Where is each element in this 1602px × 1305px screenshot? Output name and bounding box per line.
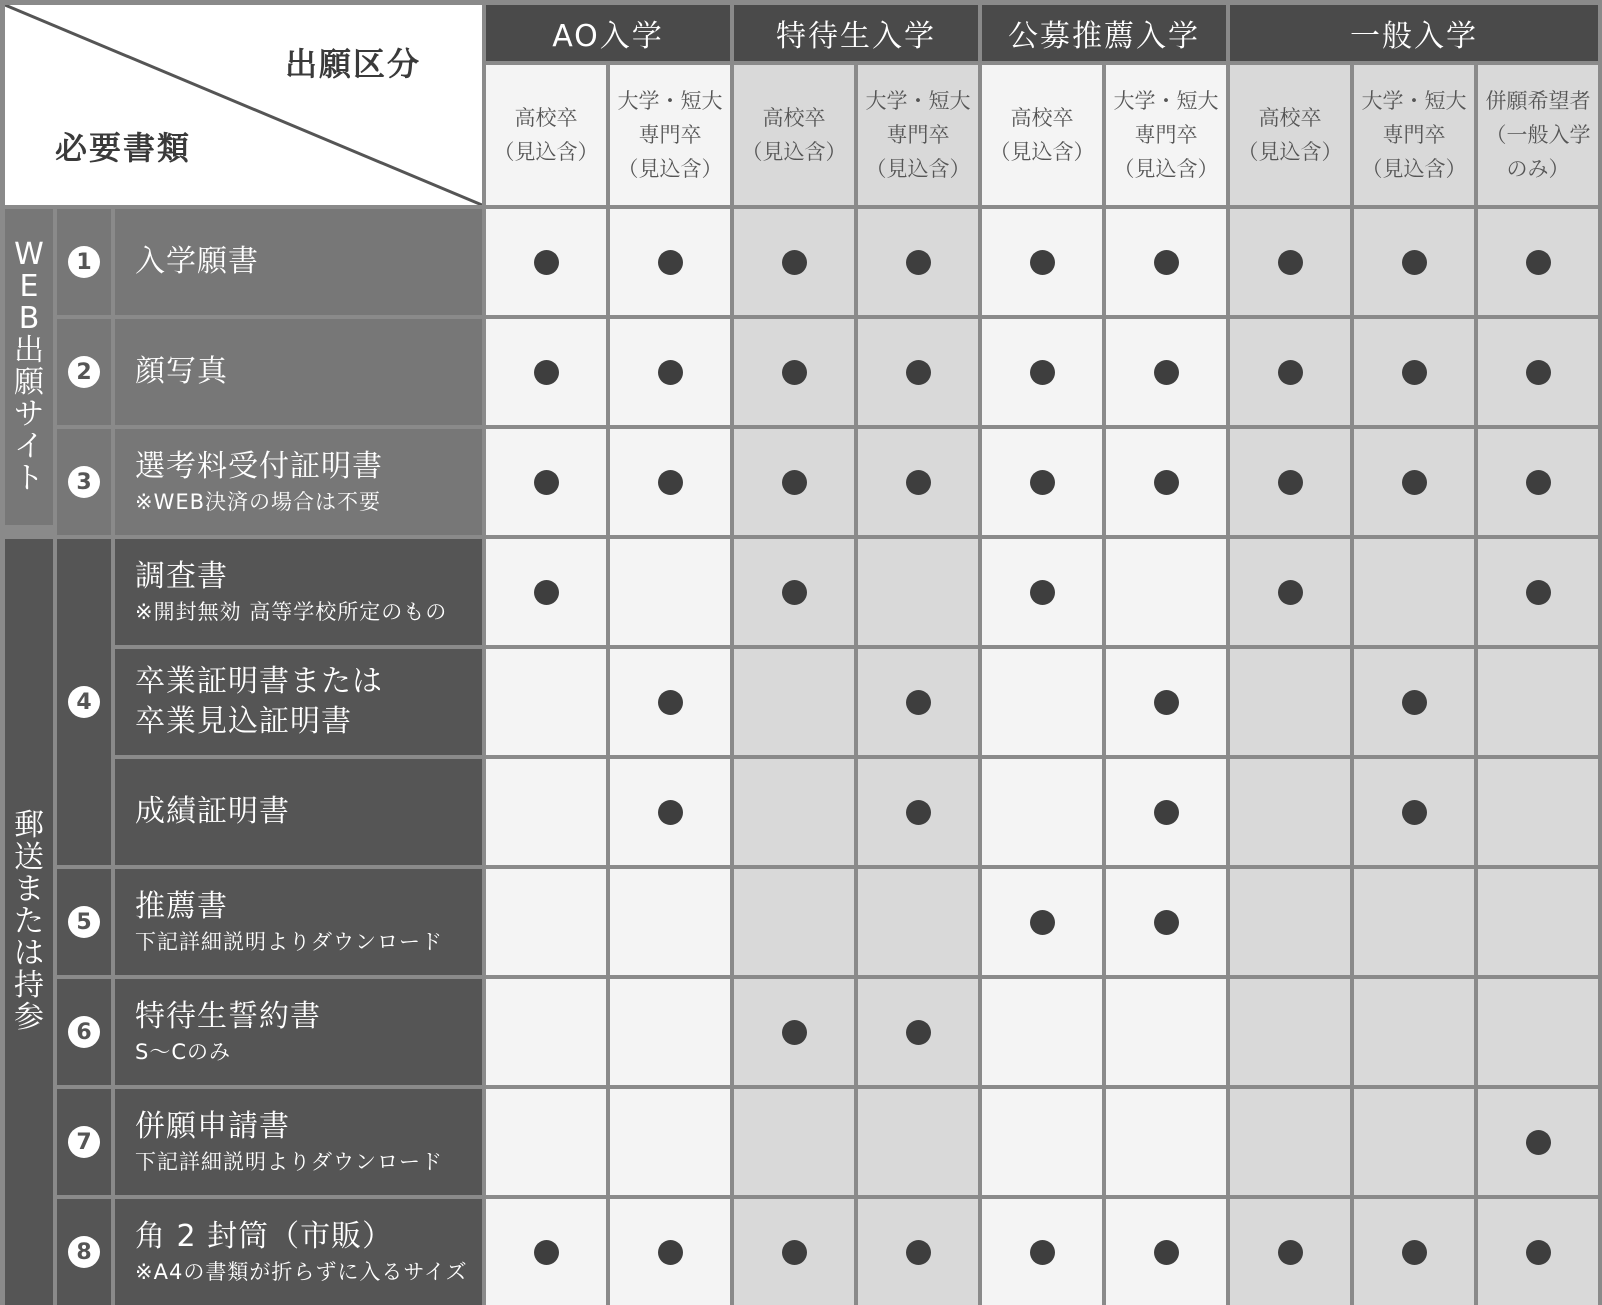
required-dot xyxy=(1154,800,1179,825)
requirement-cell xyxy=(486,869,606,975)
requirement-cell xyxy=(982,1199,1102,1305)
requirement-cell xyxy=(610,319,730,425)
diagonal-divider xyxy=(5,5,482,205)
category-header: AO入学 xyxy=(486,5,730,61)
requirement-cell xyxy=(1354,429,1474,535)
document-name-cell xyxy=(115,319,482,425)
document-name: 調査書 xyxy=(135,559,228,594)
required-dot xyxy=(782,250,807,275)
number-badge: 7 xyxy=(68,1126,100,1158)
requirement-cell xyxy=(1354,209,1474,315)
requirement-cell xyxy=(858,429,978,535)
requirement-cell xyxy=(858,979,978,1085)
document-name: 選考料受付証明書 xyxy=(135,449,383,484)
required-dot xyxy=(782,360,807,385)
row-number xyxy=(57,209,111,315)
required-dot xyxy=(658,690,683,715)
requirement-cell xyxy=(1230,539,1350,645)
subcolumn-header: 大学・短大 専門卒 （見込含） xyxy=(610,65,730,205)
subcolumn-header: 高校卒 （見込含） xyxy=(1230,65,1350,205)
required-dot xyxy=(1402,470,1427,495)
required-dot xyxy=(1278,360,1303,385)
number-badge: 8 xyxy=(68,1236,100,1268)
required-dot xyxy=(534,360,559,385)
requirement-cell xyxy=(610,539,730,645)
row-number xyxy=(57,539,111,865)
required-dot xyxy=(534,1240,559,1265)
required-dot xyxy=(658,470,683,495)
required-dot xyxy=(1526,360,1551,385)
requirement-cell xyxy=(1478,759,1598,865)
section-label xyxy=(5,539,53,1305)
requirement-cell xyxy=(982,649,1102,755)
requirement-cell xyxy=(610,209,730,315)
required-dot xyxy=(1402,800,1427,825)
document-name-cell xyxy=(115,759,482,865)
required-dot xyxy=(1278,470,1303,495)
number-badge: 5 xyxy=(68,906,100,938)
subcolumn-header: 大学・短大 専門卒 （見込含） xyxy=(1354,65,1474,205)
subcolumn-header: 併願希望者 （一般入学 のみ） xyxy=(1478,65,1598,205)
required-dot xyxy=(1402,360,1427,385)
number-badge: 2 xyxy=(68,356,100,388)
requirement-cell xyxy=(610,869,730,975)
requirement-cell xyxy=(1106,759,1226,865)
required-dot xyxy=(1402,250,1427,275)
requirement-cell xyxy=(858,539,978,645)
document-name-cell xyxy=(115,539,482,645)
requirement-cell xyxy=(486,759,606,865)
requirement-cell xyxy=(1106,649,1226,755)
requirement-cell xyxy=(1230,319,1350,425)
requirement-cell xyxy=(858,1089,978,1195)
document-name-cell xyxy=(115,1089,482,1195)
subcolumn-header: 高校卒 （見込含） xyxy=(486,65,606,205)
document-note: ※開封無効 高等学校所定のもの xyxy=(135,600,448,624)
required-dot xyxy=(1278,580,1303,605)
required-dot xyxy=(1526,1130,1551,1155)
number-badge: 1 xyxy=(68,246,100,278)
document-name-cell xyxy=(115,869,482,975)
requirement-cell xyxy=(486,209,606,315)
required-dot xyxy=(1154,910,1179,935)
number-badge: 4 xyxy=(68,686,100,718)
requirement-cell xyxy=(734,1199,854,1305)
requirement-cell xyxy=(1354,319,1474,425)
document-note: ※A4の書類が折らずに入るサイズ xyxy=(135,1260,468,1284)
requirement-cell xyxy=(1354,1199,1474,1305)
document-name-cell xyxy=(115,649,482,755)
required-dot xyxy=(1030,580,1055,605)
requirement-cell xyxy=(734,209,854,315)
requirement-cell xyxy=(1106,979,1226,1085)
required-dot xyxy=(658,360,683,385)
required-dot xyxy=(782,1240,807,1265)
requirement-cell xyxy=(734,429,854,535)
requirement-cell xyxy=(610,979,730,1085)
required-dot xyxy=(782,470,807,495)
subcolumn-header: 大学・短大 専門卒 （見込含） xyxy=(858,65,978,205)
category-header: 公募推薦入学 xyxy=(982,5,1226,61)
requirement-cell xyxy=(1230,649,1350,755)
required-dot xyxy=(906,1020,931,1045)
requirement-cell xyxy=(1478,979,1598,1085)
required-dot xyxy=(658,1240,683,1265)
requirement-cell xyxy=(610,759,730,865)
requirement-cell xyxy=(1478,649,1598,755)
requirement-cell xyxy=(1354,759,1474,865)
requirement-cell xyxy=(1230,1089,1350,1195)
requirement-cell xyxy=(858,319,978,425)
required-dot xyxy=(1526,580,1551,605)
section-label xyxy=(5,209,53,525)
required-dot xyxy=(1402,690,1427,715)
requirement-cell xyxy=(610,1199,730,1305)
requirement-cell xyxy=(734,759,854,865)
required-dot xyxy=(1402,1240,1427,1265)
row-number xyxy=(57,1089,111,1195)
requirement-cell xyxy=(1478,209,1598,315)
requirement-cell xyxy=(486,319,606,425)
subcolumn-header: 高校卒 （見込含） xyxy=(982,65,1102,205)
required-dot xyxy=(534,470,559,495)
document-name: 卒業証明書または 卒業見込証明書 xyxy=(135,664,383,739)
required-dot xyxy=(1030,910,1055,935)
required-dot xyxy=(1278,250,1303,275)
requirement-cell xyxy=(1106,1199,1226,1305)
required-dot xyxy=(906,1240,931,1265)
required-dot xyxy=(906,470,931,495)
requirement-cell xyxy=(1478,539,1598,645)
document-note: S～Cのみ xyxy=(135,1040,231,1064)
required-dot xyxy=(658,800,683,825)
document-note: 下記詳細説明よりダウンロード xyxy=(135,930,443,954)
corner-subtitle: 必要書類 xyxy=(55,129,192,167)
required-dot xyxy=(1526,1240,1551,1265)
number-badge: 3 xyxy=(68,466,100,498)
requirement-cell xyxy=(982,979,1102,1085)
requirement-cell xyxy=(982,1089,1102,1195)
document-note: 下記詳細説明よりダウンロード xyxy=(135,1150,443,1174)
requirement-cell xyxy=(1354,979,1474,1085)
requirement-cell xyxy=(858,869,978,975)
document-name-cell xyxy=(115,979,482,1085)
subcolumn-header: 高校卒 （見込含） xyxy=(734,65,854,205)
required-dot xyxy=(1030,250,1055,275)
row-number xyxy=(57,1199,111,1305)
requirement-cell xyxy=(734,1089,854,1195)
required-dot xyxy=(534,250,559,275)
requirement-cell xyxy=(858,1199,978,1305)
requirement-cell xyxy=(734,649,854,755)
requirement-cell xyxy=(734,869,854,975)
requirement-cell xyxy=(858,209,978,315)
requirement-cell xyxy=(1106,1089,1226,1195)
section-label-text: 郵送または持参 xyxy=(14,808,44,1035)
requirement-cell xyxy=(610,429,730,535)
requirement-cell xyxy=(858,649,978,755)
document-name-cell xyxy=(115,1199,482,1305)
requirement-cell xyxy=(486,979,606,1085)
requirement-cell xyxy=(1230,979,1350,1085)
requirement-cell xyxy=(1230,869,1350,975)
requirement-cell xyxy=(610,1089,730,1195)
requirement-cell xyxy=(1478,869,1598,975)
required-dot xyxy=(1154,470,1179,495)
required-dot xyxy=(1030,360,1055,385)
required-dot xyxy=(658,250,683,275)
required-dot xyxy=(1154,250,1179,275)
requirement-cell xyxy=(982,429,1102,535)
required-dot xyxy=(534,580,559,605)
requirement-cell xyxy=(982,539,1102,645)
requirement-cell xyxy=(1478,1089,1598,1195)
subcolumn-header: 大学・短大 専門卒 （見込含） xyxy=(1106,65,1226,205)
required-dot xyxy=(1526,470,1551,495)
requirement-cell xyxy=(1106,869,1226,975)
row-number xyxy=(57,429,111,535)
requirement-cell xyxy=(1478,1199,1598,1305)
row-number xyxy=(57,319,111,425)
document-name: 角 2 封筒（市販） xyxy=(135,1219,394,1254)
requirement-cell xyxy=(1230,429,1350,535)
corner-title: 出願区分 xyxy=(285,45,422,83)
required-dot xyxy=(1154,1240,1179,1265)
required-dot xyxy=(1526,250,1551,275)
required-dot xyxy=(906,250,931,275)
required-dot xyxy=(906,690,931,715)
requirement-cell xyxy=(1106,209,1226,315)
required-dot xyxy=(1278,1240,1303,1265)
requirement-cell xyxy=(1230,1199,1350,1305)
document-name: 推薦書 xyxy=(135,889,228,924)
requirement-cell xyxy=(610,649,730,755)
required-dot xyxy=(906,360,931,385)
requirement-cell xyxy=(1354,539,1474,645)
requirement-cell xyxy=(1354,869,1474,975)
requirement-cell xyxy=(486,649,606,755)
requirement-cell xyxy=(1354,649,1474,755)
document-name-cell xyxy=(115,209,482,315)
category-header: 一般入学 xyxy=(1230,5,1598,61)
required-dot xyxy=(1154,690,1179,715)
requirement-cell xyxy=(1106,539,1226,645)
requirement-cell xyxy=(982,759,1102,865)
requirement-cell xyxy=(1106,319,1226,425)
required-dot xyxy=(782,1020,807,1045)
requirement-cell xyxy=(982,319,1102,425)
document-name: 特待生誓約書 xyxy=(135,999,321,1034)
requirement-cell xyxy=(982,869,1102,975)
requirement-cell xyxy=(734,979,854,1085)
document-name: 顔写真 xyxy=(135,354,228,389)
required-dot xyxy=(1030,1240,1055,1265)
category-header: 特待生入学 xyxy=(734,5,978,61)
requirement-cell xyxy=(486,1199,606,1305)
row-number xyxy=(57,869,111,975)
requirement-cell xyxy=(1106,429,1226,535)
required-dot xyxy=(782,580,807,605)
requirement-cell xyxy=(734,319,854,425)
row-number xyxy=(57,979,111,1085)
requirement-cell xyxy=(982,209,1102,315)
requirement-cell xyxy=(734,539,854,645)
requirement-cell xyxy=(486,429,606,535)
corner-header xyxy=(5,5,482,205)
requirement-cell xyxy=(858,759,978,865)
requirement-cell xyxy=(1230,209,1350,315)
document-note: ※WEB決済の場合は不要 xyxy=(135,490,382,514)
required-dot xyxy=(1030,470,1055,495)
required-dot xyxy=(906,800,931,825)
document-name: 入学願書 xyxy=(135,244,259,279)
required-dot xyxy=(1154,360,1179,385)
number-badge: 6 xyxy=(68,1016,100,1048)
requirement-cell xyxy=(486,1089,606,1195)
document-name: 併願申請書 xyxy=(135,1109,290,1144)
requirement-cell xyxy=(1478,319,1598,425)
document-name: 成績証明書 xyxy=(135,794,290,829)
requirement-cell xyxy=(1230,759,1350,865)
requirement-cell xyxy=(486,539,606,645)
document-name-cell xyxy=(115,429,482,535)
requirement-cell xyxy=(1354,1089,1474,1195)
section-label-text: WEB出願サイト xyxy=(14,237,44,496)
requirement-cell xyxy=(1478,429,1598,535)
